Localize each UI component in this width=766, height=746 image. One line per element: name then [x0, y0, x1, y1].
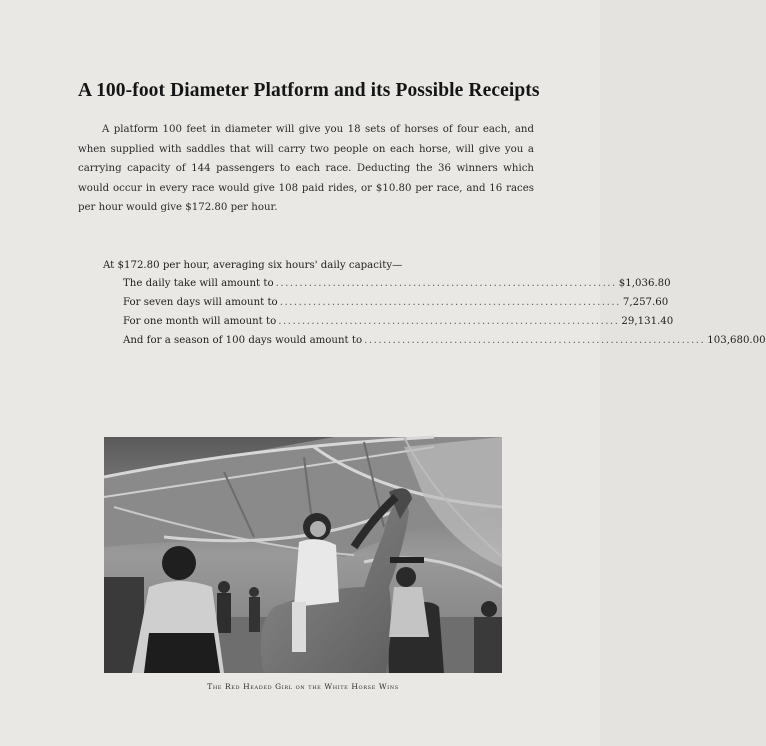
- receipt-amount: 29,131.40: [621, 316, 674, 327]
- receipts-table: [103, 260, 766, 354]
- dot-leader: ........................................................................: [275, 278, 617, 289]
- receipts-heading: At $172.80 per hour, averaging six hours' daily capacity—: [103, 260, 403, 271]
- receipt-amount: 103,680.00: [707, 335, 766, 346]
- dot-leader: ........................................................................: [278, 316, 620, 327]
- carousel-photo: [104, 437, 502, 673]
- page-title: A 100-foot Diameter Platform and its Possible Receipts: [78, 80, 540, 101]
- receipt-label: And for a season of 100 days would amount to: [123, 335, 363, 346]
- receipt-row: [123, 297, 669, 316]
- receipt-row: [123, 278, 671, 297]
- dot-leader: ........................................................................: [364, 335, 706, 346]
- receipt-row: [123, 316, 674, 335]
- receipt-row: [123, 335, 766, 354]
- receipt-currency: $: [618, 278, 626, 289]
- receipt-label: For seven days will amount to: [123, 297, 278, 308]
- dot-leader: ........................................................................: [279, 297, 621, 308]
- intro-paragraph: A platform 100 feet in diameter will give you 18 sets of horses of four each, and when supplied with saddles that will carry two people on each horse, will give you a carrying capacity of 144 passengers to each race. Deducting the 36 winners which would occur in every race would give 108 paid rides, or $10.80 per race, and 16 races per hour would give $172.80 per hour.: [78, 124, 534, 213]
- receipt-label: The daily take will amount to: [123, 278, 274, 289]
- photo-caption: The Red Headed Girl on the White Horse Wins: [207, 682, 399, 691]
- receipt-amount: 1,036.80: [625, 278, 671, 289]
- receipt-label: For one month will amount to: [123, 316, 277, 327]
- photo-illustration: [104, 437, 502, 673]
- receipt-amount: 7,257.60: [622, 297, 669, 308]
